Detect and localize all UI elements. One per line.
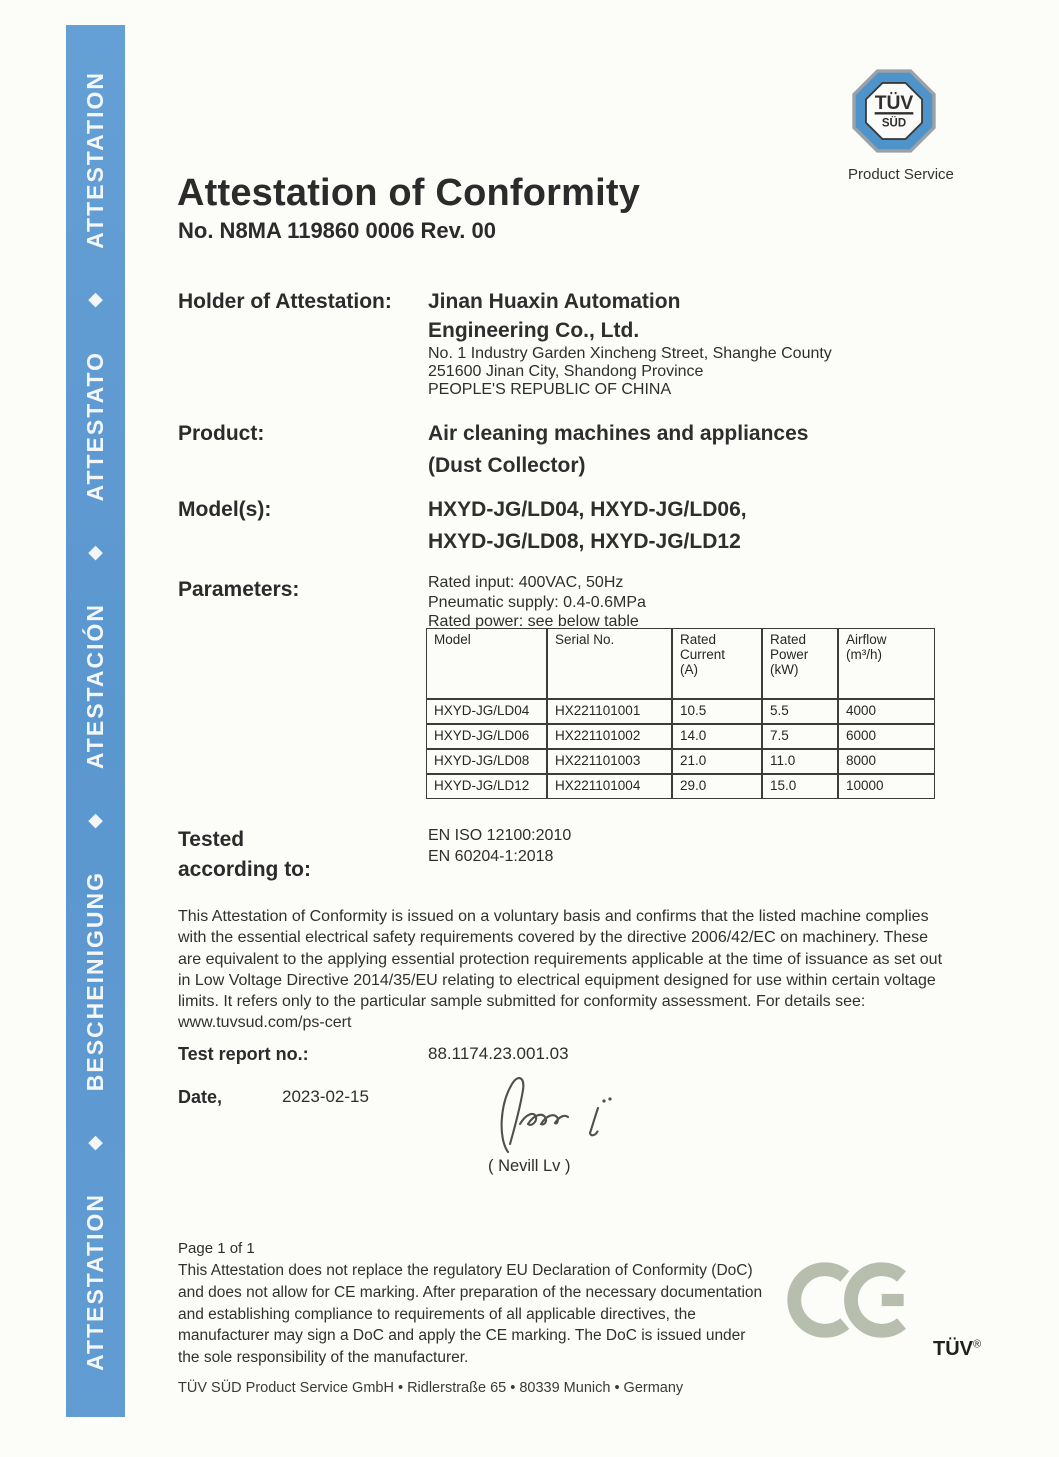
standard-1: EN ISO 12100:2010 [428, 827, 572, 844]
page-number: Page 1 of 1 [178, 1240, 255, 1257]
logo-sud-text: SÜD [881, 117, 907, 130]
product-line1: Air cleaning machines and appliances [428, 422, 809, 445]
col-header-airflow: Airflow (m³/h) [838, 628, 935, 699]
diamond-icon: ◆ [88, 541, 103, 563]
parameters-table [426, 628, 935, 799]
diamond-icon: ◆ [88, 1131, 103, 1153]
holder-name-line2: Engineering Co., Ltd. [428, 319, 640, 342]
models-line1: HXYD-JG/LD04, HXYD-JG/LD06, [428, 498, 747, 521]
footer-disclaimer: This Attestation does not replace the regulatory EU Declaration of Conformity (DoC) and does not allow for CE marking. After preparation of the necessary documentation and establishing compliance to requirements of all applicable directives, the manufacturer may sign a DoC and apply the CE marking. The DoC is issued under the sole responsibility of the manufacturer. [178, 1262, 763, 1367]
col-header-serial: Serial No. [547, 628, 672, 699]
holder-address-line2: 251600 Jinan City, Shandong Province [428, 363, 704, 380]
document-number: No. N8MA 119860 0006 Rev. 00 [178, 218, 496, 243]
product-line2: (Dust Collector) [428, 454, 586, 477]
table-header-row [426, 628, 935, 699]
table-row: HXYD-JG/LD08 HX221101003 21.0 11.0 8000 [426, 749, 935, 774]
tuv-registered-mark: TÜV® [933, 1338, 982, 1360]
holder-address-line3: PEOPLE'S REPUBLIC OF CHINA [428, 381, 672, 398]
holder-name-line1: Jinan Huaxin Automation [428, 290, 681, 313]
band-word-attestation-bottom: ATTESTATION [82, 1193, 108, 1371]
diamond-icon: ◆ [88, 289, 103, 311]
signature [492, 1072, 642, 1157]
test-report-value: 88.1174.23.001.03 [428, 1044, 569, 1063]
diamond-icon: ◆ [88, 809, 103, 831]
band-word-attestato: ATTESTATO [82, 350, 108, 502]
logo-caption: Product Service [848, 166, 954, 183]
table-row: HXYD-JG/LD12 HX221101004 29.0 15.0 10000 [426, 774, 935, 799]
parameters-label: Parameters: [178, 578, 300, 601]
logo-tuv-text: TÜV [874, 93, 914, 115]
sidebar-band [66, 25, 125, 1417]
holder-label: Holder of Attestation: [178, 290, 392, 313]
col-header-power: Rated Power (kW) [762, 628, 838, 699]
parameters-line2: Pneumatic supply: 0.4-0.6MPa [428, 594, 646, 611]
date-value: 2023-02-15 [282, 1087, 369, 1106]
models-line2: HXYD-JG/LD08, HXYD-JG/LD12 [428, 530, 741, 553]
tested-label-line1: Tested [178, 828, 245, 851]
signatory-name: ( Nevill Lv ) [488, 1157, 571, 1175]
band-word-attestation-top: ATTESTATION [82, 71, 108, 249]
parameters-line1: Rated input: 400VAC, 50Hz [428, 574, 624, 591]
parameters-line3: Rated power: see below table [428, 613, 639, 630]
band-word-atestacion: ATESTACIÓN [82, 603, 108, 770]
table-row: HXYD-JG/LD04 HX221101001 10.5 5.5 4000 [426, 699, 935, 724]
conformity-statement: This Attestation of Conformity is issued on a voluntary basis and confirms that the listed machine complies with the essential electrical safety requirements covered by the directive 2006/42/EC on machinery. These are equivalent to the applying essential protection requirements applicable at the time of issuance as set out in Low Voltage Directive 2014/35/EU relating to electrical equipment designed for use within certain voltage limits. It refers only to the particular sample submitted for conformity assessment. For details see: www.tuvsud.com/ps-cert [178, 908, 943, 1032]
registered-symbol: ® [973, 1338, 982, 1351]
col-header-current: Rated Current (A) [672, 628, 762, 699]
models-label: Model(s): [178, 498, 272, 521]
tuv-sud-logo [848, 64, 954, 183]
company-footer-line: TÜV SÜD Product Service GmbH • Ridlerstraße 65 • 80339 Munich • Germany [178, 1380, 684, 1396]
date-label: Date, [178, 1087, 223, 1107]
band-word-bescheinigung: BESCHEINIGUNG [82, 870, 108, 1092]
table-row: HXYD-JG/LD06 HX221101002 14.0 7.5 6000 [426, 724, 935, 749]
col-header-model: Model [426, 628, 547, 699]
ce-mark-icon [787, 1256, 915, 1344]
tuv-sud-octagon-icon [848, 64, 940, 158]
standard-2: EN 60204-1:2018 [428, 848, 554, 865]
tested-label-line2: according to: [178, 858, 312, 881]
test-report-label: Test report no.: [178, 1044, 309, 1064]
product-label: Product: [178, 422, 265, 445]
page-title: Attestation of Conformity [177, 172, 641, 214]
holder-address-line1: No. 1 Industry Garden Xincheng Street, Shanghe County [428, 345, 832, 362]
